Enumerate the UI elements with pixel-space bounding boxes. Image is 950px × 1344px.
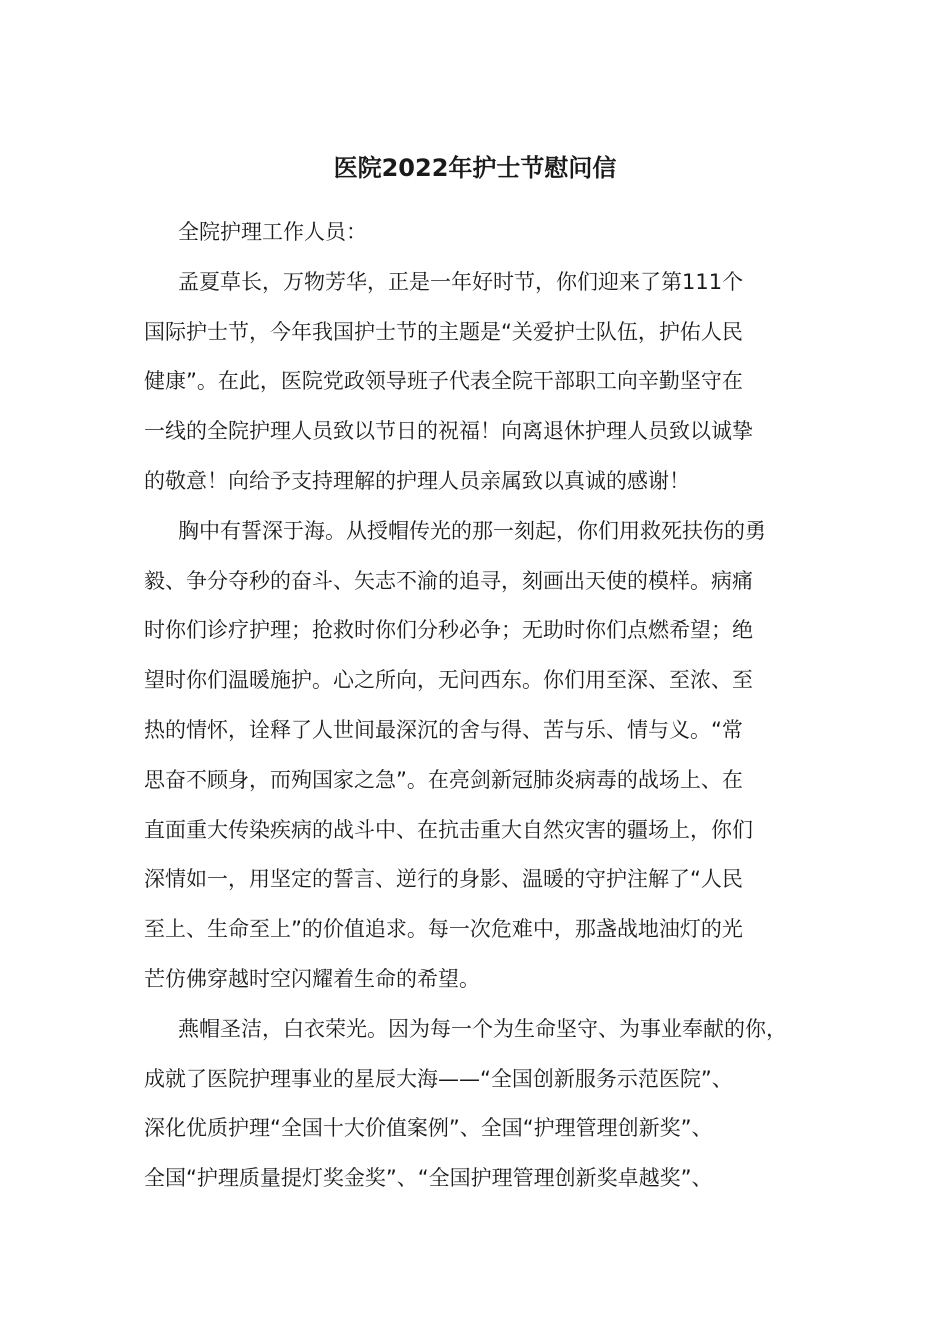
paragraph-line: 深情如一，用坚定的誓言、逆行的身影、温暖的守护注解了“人民 [144, 867, 743, 892]
paragraph-line: 直面重大传染疾病的战斗中、在抗击重大自然灾害的疆场上，你们 [144, 817, 753, 842]
salutation-line: 全院护理工作人员： [178, 220, 367, 244]
paragraph-3 [144, 1005, 816, 1204]
paragraph-line: 芒仿佛穿越时空闪耀着生命的希望。 [144, 966, 480, 991]
salutation [144, 208, 816, 258]
paragraph-line: 胸中有誓深于海。从授帽传光的那一刻起，你们用救死扶伤的勇 [178, 518, 766, 543]
paragraph-line: 深化优质护理“全国十大价值案例”、全国“护理管理创新奖”、 [144, 1116, 713, 1141]
paragraph-line: 孟夏草长，万物芳华，正是一年好时节，你们迎来了第111个 [178, 269, 744, 294]
paragraph-line: 成就了医院护理事业的星辰大海——“全国创新服务示范医院”、 [144, 1066, 733, 1091]
paragraph-line: 至上、生命至上”的价值追求。每一次危难中，那盏战地油灯的光 [144, 917, 743, 942]
paragraph-1 [144, 258, 816, 507]
paragraph-line: 时你们诊疗护理；抢救时你们分秒必争；无助时你们点燃希望；绝 [144, 618, 753, 643]
document-body [144, 208, 816, 1204]
paragraph-2 [144, 507, 816, 1005]
paragraph-line: 的敬意！向给予支持理解的护理人员亲属致以真诚的感谢！ [144, 468, 690, 493]
paragraph-line: 思奋不顾身，而殉国家之急”。在亮剑新冠肺炎病毒的战场上、在 [144, 767, 743, 792]
paragraph-line: 一线的全院护理人员致以节日的祝福！向离退休护理人员致以诚挚 [144, 419, 753, 444]
paragraph-line: 望时你们温暖施护。心之所向，无问西东。你们用至深、至浓、至 [144, 668, 753, 693]
paragraph-line: 健康”。在此，医院党政领导班子代表全院干部职工向辛勤坚守在 [144, 369, 743, 394]
paragraph-line: 毅、争分夺秒的奋斗、矢志不渝的追寻，刻画出天使的模样。病痛 [144, 568, 753, 593]
paragraph-line: 热的情怀，诠释了人世间最深沉的舍与得、苦与乐、情与义。“常 [144, 717, 743, 742]
paragraph-line: 国际护士节，今年我国护士节的主题是“关爱护士队伍，护佑人民 [144, 319, 743, 344]
document-title: 医院2022年护士节慰问信 [333, 154, 617, 182]
paragraph-line: 全国“护理质量提灯奖金奖”、“全国护理管理创新奖卓越奖”、 [144, 1166, 713, 1191]
paragraph-line: 燕帽圣洁，白衣荣光。因为每一个为生命坚守、为事业奉献的你， [178, 1016, 787, 1041]
